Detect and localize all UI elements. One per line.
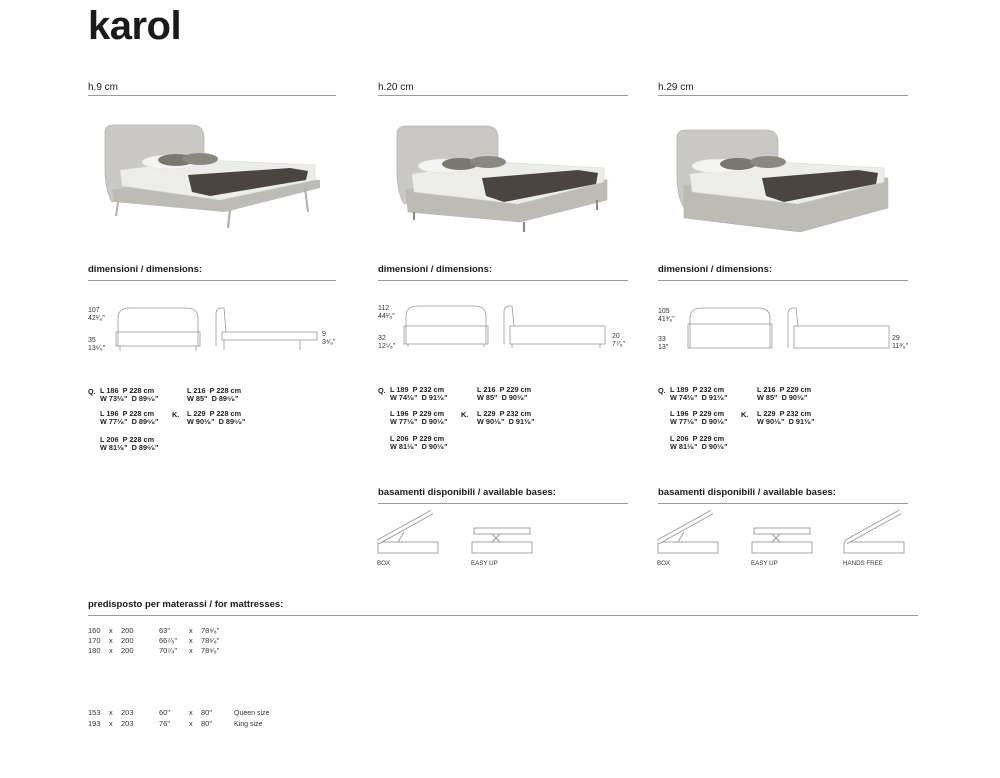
column-2-rule [378, 95, 628, 96]
mattress-row: 193 x 203 76" x 80" King size [88, 719, 263, 728]
col1-front-h1: 107 42¹⁄₈" [88, 307, 105, 322]
col1-size-left-0: L 186 P 228 cm W 73²⁄₈" D 89⁶⁄₈" [100, 386, 159, 403]
col2-front-h2: 32 12⁵⁄₈" [378, 335, 396, 350]
col3-front-diagram [682, 304, 777, 354]
mattress-row: 160 x 200 63" x 78⁶⁄₈" [88, 626, 220, 635]
col1-size-left-2: L 206 P 228 cm W 81¹⁄₈" D 89⁶⁄₈" [100, 435, 159, 452]
column-1-dimensions-title: dimensioni / dimensions: [88, 264, 203, 275]
col2-front-diagram [398, 302, 493, 352]
col3-k-label: K. [741, 410, 749, 419]
base-easy-up-icon [470, 520, 534, 558]
column-2-dimensions-rule [378, 280, 628, 281]
col3-q-label: Q. [658, 386, 666, 395]
col3-size-left-1: L 196 P 229 cm W 77¹⁄₈" D 90¹⁄₈" [670, 409, 728, 426]
col3-size-right-0: L 216 P 229 cm W 85" D 90¹⁄₈" [757, 385, 812, 402]
base-hands-free-icon [842, 508, 906, 556]
mattress-row: 170 x 200 66⁷⁄₈" x 78⁶⁄₈" [88, 636, 220, 645]
column-2-dimensions-title: dimensioni / dimensions: [378, 264, 493, 275]
column-3-bases-title: basamenti disponibili / available bases: [658, 487, 836, 498]
col3-front-h1: 105 41³⁄₈" [658, 308, 675, 323]
col3-size-left-0: L 189 P 232 cm W 74³⁄₈" D 91³⁄₈" [670, 385, 728, 402]
col1-side-diagram [212, 304, 322, 354]
column-2-bases-rule [378, 503, 628, 504]
column-3-dimensions-title: dimensioni / dimensions: [658, 264, 773, 275]
col2-size-left-1: L 196 P 229 cm W 77¹⁄₈" D 90¹⁄₈" [390, 409, 448, 426]
page-title: karol [88, 4, 182, 48]
col3-size-right-1: L 229 P 232 cm W 90¹⁄₈" D 91³⁄₈" [757, 409, 815, 426]
column-1-rule [88, 95, 336, 96]
bed-image-h29 [672, 126, 894, 236]
base-hands-free-label: HANDS FREE [843, 560, 883, 567]
col1-q-label: Q. [88, 387, 96, 396]
column-1-dimensions-rule [88, 280, 336, 281]
column-3-height: h.29 cm [658, 82, 694, 93]
col3-size-left-2: L 206 P 229 cm W 81¹⁄₈" D 90¹⁄₈" [670, 434, 728, 451]
mattresses-title: predisposto per materassi / for mattresses: [88, 599, 284, 610]
mattress-row: 180 x 200 70⁷⁄₈" x 78⁶⁄₈" [88, 646, 220, 655]
col1-size-right-0: L 216 P 228 cm W 85" D 89⁶⁄₈" [187, 386, 242, 403]
col2-side-h: 20 7⁷⁄₈" [612, 333, 625, 348]
col2-size-right-1: L 229 P 232 cm W 90¹⁄₈" D 91³⁄₈" [477, 409, 535, 426]
col3-front-h2: 33 13" [658, 336, 669, 351]
bed-image-h20 [392, 122, 612, 234]
column-1-height: h.9 cm [88, 82, 119, 93]
column-2-height: h.20 cm [378, 82, 414, 93]
col1-size-right-1: L 229 P 228 cm W 90¹⁄₈" D 89⁶⁄₈" [187, 409, 246, 426]
base-box-icon [656, 508, 720, 556]
column-3-bases-rule [658, 503, 908, 504]
col2-q-label: Q. [378, 386, 386, 395]
base-box-label: BOX [377, 560, 391, 567]
mattress-table-metric [88, 626, 219, 656]
column-3-dimensions-rule [658, 280, 908, 281]
col1-front-diagram [110, 304, 205, 354]
col3-side-h: 29 11³⁄₈" [892, 335, 909, 350]
base-easy-up-icon [750, 520, 814, 558]
mattress-table-us [88, 708, 269, 730]
base-easy-up-label: EASY UP [471, 560, 498, 567]
column-2-bases-title: basamenti disponibili / available bases: [378, 487, 556, 498]
col1-front-h2: 35 13⁶⁄₈" [88, 337, 106, 352]
col2-side-diagram [500, 302, 610, 352]
base-easy-up-label: EASY UP [751, 560, 778, 567]
bed-image-h9 [100, 120, 330, 235]
base-box-icon [376, 508, 440, 556]
base-box-label: BOX [657, 560, 671, 567]
col2-size-right-0: L 216 P 229 cm W 85" D 90¹⁄₈" [477, 385, 532, 402]
col2-k-label: K. [461, 410, 469, 419]
column-3-rule [658, 95, 908, 96]
mattresses-rule [88, 615, 918, 616]
col1-side-h: 9 3⁴⁄₈" [322, 331, 336, 346]
col2-size-left-2: L 206 P 229 cm W 81¹⁄₈" D 90¹⁄₈" [390, 434, 448, 451]
col2-front-h1: 112 44¹⁄₈" [378, 305, 395, 320]
col1-k-label: K. [172, 410, 180, 419]
mattress-row: 153 x 203 60" x 80" Queen size [88, 708, 270, 717]
col3-side-diagram [784, 304, 894, 354]
col2-size-left-0: L 189 P 232 cm W 74³⁄₈" D 91³⁄₈" [390, 385, 448, 402]
col1-size-left-1: L 196 P 228 cm W 77¹⁄₈" D 89⁶⁄₈" [100, 409, 159, 426]
